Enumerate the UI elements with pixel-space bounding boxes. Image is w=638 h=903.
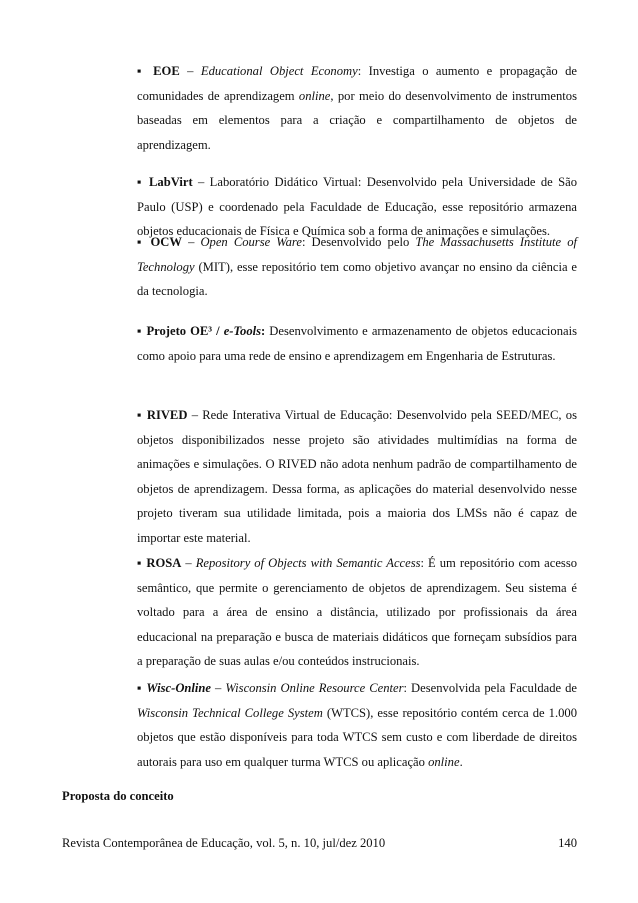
section-heading: Proposta do conceito [62,789,174,803]
item-name: EOE [153,64,180,78]
item-title: Wisconsin Online Resource Center [225,681,404,695]
item-emphasis: The Massachusetts Institute of Technology [137,235,577,274]
item-text-2: (WTCS), esse repositório contém cerca de 1.000 objetos que estão disponíveis para toda WTCS sem custo e com liberdade de direitos autorais para uso em qualquer turma WTCS ou aplicação [137,705,578,769]
item-text-2: (MIT), esse repositório tem como objetivo avançar no ensino da ciência e da tecnologia. [137,259,577,299]
list-item-eoe [137,59,577,157]
list-item-rived [137,403,577,551]
item-name: RIVED [146,408,188,422]
page-number: 140 [558,836,577,850]
item-title: Open Course Ware [200,235,302,249]
footer-journal: Revista Contemporânea de Educação, vol. 5, n. 10, jul/dez 2010 [62,836,386,850]
list-item-rosa [137,551,577,674]
item-separator: – [181,556,196,570]
item-colon: : [357,64,369,78]
bullet: ▪ [137,681,143,695]
bullet: ▪ [137,235,145,249]
item-emphasis: Wisconsin Technical College System [137,705,323,720]
bullet: ▪ [137,408,143,422]
item-separator: – [211,681,226,695]
item-slash: / [212,324,224,338]
item-text: Investiga o aumento e propagação de comunidades de aprendizagem [137,64,578,103]
item-text: : É um repositório com acesso semântico, que permite o gerenciamento de objetos de aprendizagem. Seu sistema é voltado para a área de ensino a distância, utilizado por profissionais da área educacional na preparação e busca de materiais didáticos que forneçam subsídios para a preparação de suas aulas e/ou conteúdos instrucionais. [137,556,578,669]
item-separator: – [179,64,201,78]
item-text: Desenvolvimento e armazenamento de objetos educacionais como apoio para uma rede de ensino e aprendizagem em Engenharia de Estruturas. [137,324,577,363]
item-name-2: e-Tools [223,324,262,338]
item-name: OCW [150,235,182,249]
item-text: – Rede Interativa Virtual de Educação: Desenvolvido pela SEED/MEC, os objetos disponibilizados nesse projeto são atividades multimídias na forma de animações e simulações. O RIVED não adota nenhum padrão de compartilhamento de objetos de aprendizagem. Dessa forma, as aplicações do material desenvolvido nesse projeto tiveram sua utilidade limitada, pois a maioria dos LMSs não é capaz de importar este material. [137,408,577,545]
item-title: Repository of Objects with Semantic Access [195,556,421,570]
list-item-projeto-oe3 [137,319,577,368]
item-name: LabVirt [149,175,193,189]
item-colon: : [261,324,266,338]
item-separator: – [181,235,201,249]
item-text-2: , por meio do desenvolvimento de instrumentos baseadas em elementos para a criação e compartilhamento de objetos de aprendizagem. [137,88,577,152]
bullet: ▪ [137,64,146,78]
item-name: Wisc-Online [146,681,212,695]
item-text: : Desenvolvida pela Faculdade de [403,681,578,695]
item-text: : Desenvolvido pelo [301,235,416,249]
item-name: Projeto OE³ [146,324,213,338]
bullet: ▪ [137,556,143,570]
item-name: ROSA [146,556,182,570]
bullet: ▪ [137,175,144,189]
item-emphasis-2: online [428,754,460,769]
list-item-wisc-online [137,676,577,774]
item-text-3: . [459,754,463,769]
bullet: ▪ [137,324,143,338]
item-title: Educational Object Economy [200,64,358,78]
list-item-ocw [137,230,577,304]
item-emphasis: online [298,88,331,103]
item-text: – Laboratório Didático Virtual: Desenvolvido pela Universidade de São Paulo (USP) e coordenado pela Faculdade de Educação, esse repositório armazena objetos educacionais de Física e Química sob a forma de animações e simulações. [137,175,577,239]
